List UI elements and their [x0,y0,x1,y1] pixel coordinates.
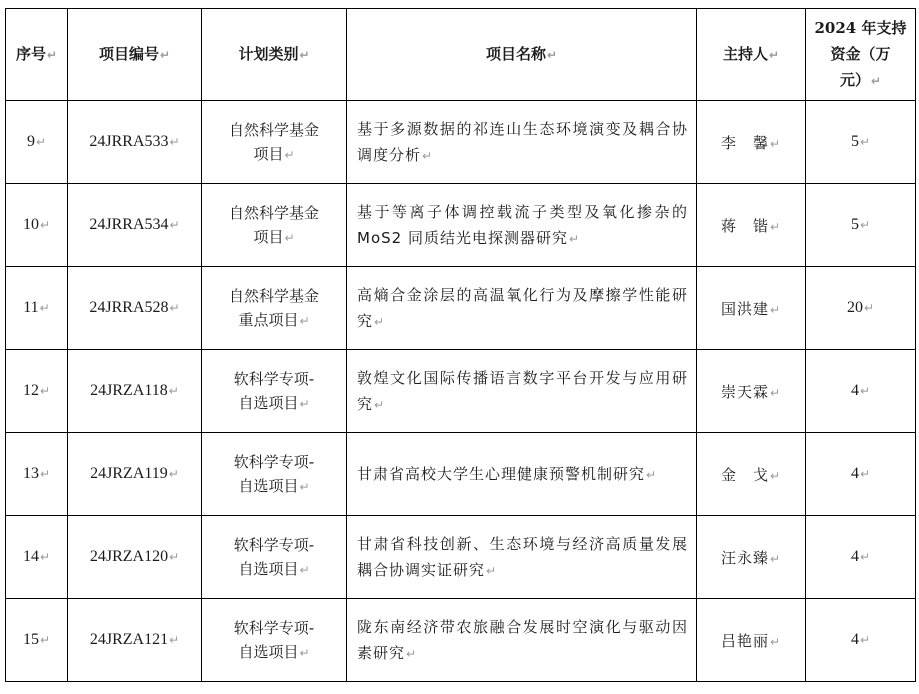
plan-category-line2: 项目↵ [253,144,295,163]
plan-category-line2: 重点项目↵ [238,310,310,329]
funding-amount: 20↵ [806,267,916,350]
paragraph-mark-icon: ↵ [39,384,51,398]
project-name: 甘肃省科技创新、生态环境与经济高质量发展耦合协调实证研究↵ [347,516,697,599]
plan-category-line1: 软科学专项- [233,452,315,471]
plan-category-line1: 自然科学基金 [228,286,319,305]
paragraph-mark-icon: ↵ [169,135,180,149]
plan-category-line1: 自然科学基金 [228,203,319,222]
row-index: 12↵ [6,350,68,433]
header-amount [806,9,916,101]
paragraph-mark-icon: ↵ [769,385,782,400]
paragraph-mark-icon: ↵ [299,313,310,328]
paragraph-mark-icon: ↵ [486,563,498,578]
header-code: 项目编号↵ [68,9,202,101]
paragraph-mark-icon: ↵ [168,384,179,398]
plan-category [202,184,347,267]
paragraph-mark-icon: ↵ [284,230,295,245]
plan-category-line2: 自选项目↵ [238,476,310,495]
paragraph-mark-icon: ↵ [863,301,875,315]
paragraph-mark-icon: ↵ [169,633,180,647]
row-index: 11↵ [6,267,68,350]
paragraph-mark-icon: ↵ [859,135,871,149]
plan-category [202,433,347,516]
paragraph-mark-icon: ↵ [374,314,386,329]
paragraph-mark-icon: ↵ [769,634,782,649]
paragraph-mark-icon: ↵ [284,147,295,162]
header-idx: 序号↵ [6,9,68,101]
funding-amount: 4↵ [806,350,916,433]
project-name: 高熵合金涂层的高温氧化行为及摩擦学性能研究↵ [347,267,697,350]
paragraph-mark-icon: ↵ [39,218,51,232]
table-row [6,599,916,682]
project-name: 基于多源数据的祁连山生态环境演变及耦合协调度分析↵ [347,101,697,184]
plan-category [202,350,347,433]
paragraph-mark-icon: ↵ [859,467,871,481]
project-code: 24JRRA528↵ [68,267,202,350]
header-category: 计划类别↵ [202,9,347,101]
plan-category-line2: 自选项目↵ [238,559,310,578]
plan-category [202,516,347,599]
project-code: 24JRRA534↵ [68,184,202,267]
project-host: 蒋 锴↵ [697,184,806,267]
table-row [6,433,916,516]
plan-category [202,599,347,682]
header-amount-line2: 资金（万 [830,45,891,63]
project-host: 国洪建↵ [697,267,806,350]
project-host: 李 馨↵ [697,101,806,184]
plan-category [202,101,347,184]
project-name: 陇东南经济带农旅融合发展时空演化与驱动因素研究↵ [347,599,697,682]
paragraph-mark-icon: ↵ [769,219,782,234]
project-name: 敦煌文化国际传播语言数字平台开发与应用研究↵ [347,350,697,433]
paragraph-mark-icon: ↵ [769,136,782,151]
paragraph-mark-icon: ↵ [35,135,47,149]
paragraph-mark-icon: ↵ [169,550,180,564]
paragraph-mark-icon: ↵ [169,301,180,315]
table-row [6,101,916,184]
paragraph-mark-icon: ↵ [769,551,782,566]
plan-category-line2: 自选项目↵ [238,642,310,661]
paragraph-mark-icon: ↵ [39,301,50,315]
paragraph-mark-icon: ↵ [422,148,434,163]
project-funding-table [5,8,916,682]
paragraph-mark-icon: ↵ [168,467,179,481]
paragraph-mark-icon: ↵ [39,467,51,481]
funding-amount: 4↵ [806,516,916,599]
header-amount-line1: 2024 年支持 [814,19,907,37]
table-row [6,516,916,599]
paragraph-mark-icon: ↵ [299,396,310,411]
header-name: 项目名称↵ [347,9,697,101]
plan-category-line1: 软科学专项- [233,618,315,637]
paragraph-mark-icon: ↵ [859,550,871,564]
project-code: 24JRZA120↵ [68,516,202,599]
table-body [6,101,916,682]
project-table-wrapper [5,8,915,682]
paragraph-mark-icon: ↵ [169,218,180,232]
project-host: 吕艳丽↵ [697,599,806,682]
table-row [6,184,916,267]
row-index: 10↵ [6,184,68,267]
paragraph-mark-icon: ↵ [159,48,171,62]
project-code: 24JRRA533↵ [68,101,202,184]
project-name: 甘肃省高校大学生心理健康预警机制研究↵ [347,433,697,516]
project-host: 崇天霖↵ [697,350,806,433]
row-index: 9↵ [6,101,68,184]
paragraph-mark-icon: ↵ [768,48,780,62]
paragraph-mark-icon: ↵ [374,397,386,412]
table-header-row [6,9,916,101]
funding-amount: 4↵ [806,599,916,682]
paragraph-mark-icon: ↵ [406,646,418,661]
paragraph-mark-icon: ↵ [299,479,310,494]
project-host: 汪永臻↵ [697,516,806,599]
paragraph-mark-icon: ↵ [859,384,871,398]
project-host: 金 戈↵ [697,433,806,516]
header-host: 主持人↵ [697,9,806,101]
paragraph-mark-icon: ↵ [39,550,51,564]
project-code: 24JRZA119↵ [68,433,202,516]
paragraph-mark-icon: ↵ [646,467,658,482]
plan-category-line1: 软科学专项- [233,535,315,554]
paragraph-mark-icon: ↵ [769,302,782,317]
paragraph-mark-icon: ↵ [859,633,871,647]
table-row [6,267,916,350]
paragraph-mark-icon: ↵ [299,562,310,577]
paragraph-mark-icon: ↵ [299,48,310,62]
header-amount-line3: 元）↵ [839,71,882,89]
plan-category-line1: 自然科学基金 [228,120,319,139]
project-code: 24JRZA118↵ [68,350,202,433]
plan-category [202,267,347,350]
paragraph-mark-icon: ↵ [546,48,558,62]
plan-category-line1: 软科学专项- [233,369,315,388]
funding-amount: 5↵ [806,101,916,184]
paragraph-mark-icon: ↵ [870,74,882,88]
plan-category-line2: 自选项目↵ [238,393,310,412]
row-index: 15↵ [6,599,68,682]
funding-amount: 5↵ [806,184,916,267]
table-row [6,350,916,433]
paragraph-mark-icon: ↵ [769,468,782,483]
paragraph-mark-icon: ↵ [568,231,581,246]
plan-category-line2: 项目↵ [253,227,295,246]
row-index: 13↵ [6,433,68,516]
project-code: 24JRZA121↵ [68,599,202,682]
project-name: 基于等离子体调控载流子类型及氧化掺杂的 MoS2 同质结光电探测器研究↵ [347,184,697,267]
paragraph-mark-icon: ↵ [299,645,310,660]
row-index: 14↵ [6,516,68,599]
paragraph-mark-icon: ↵ [39,633,51,647]
paragraph-mark-icon: ↵ [859,218,871,232]
funding-amount: 4↵ [806,433,916,516]
paragraph-mark-icon: ↵ [46,48,58,62]
